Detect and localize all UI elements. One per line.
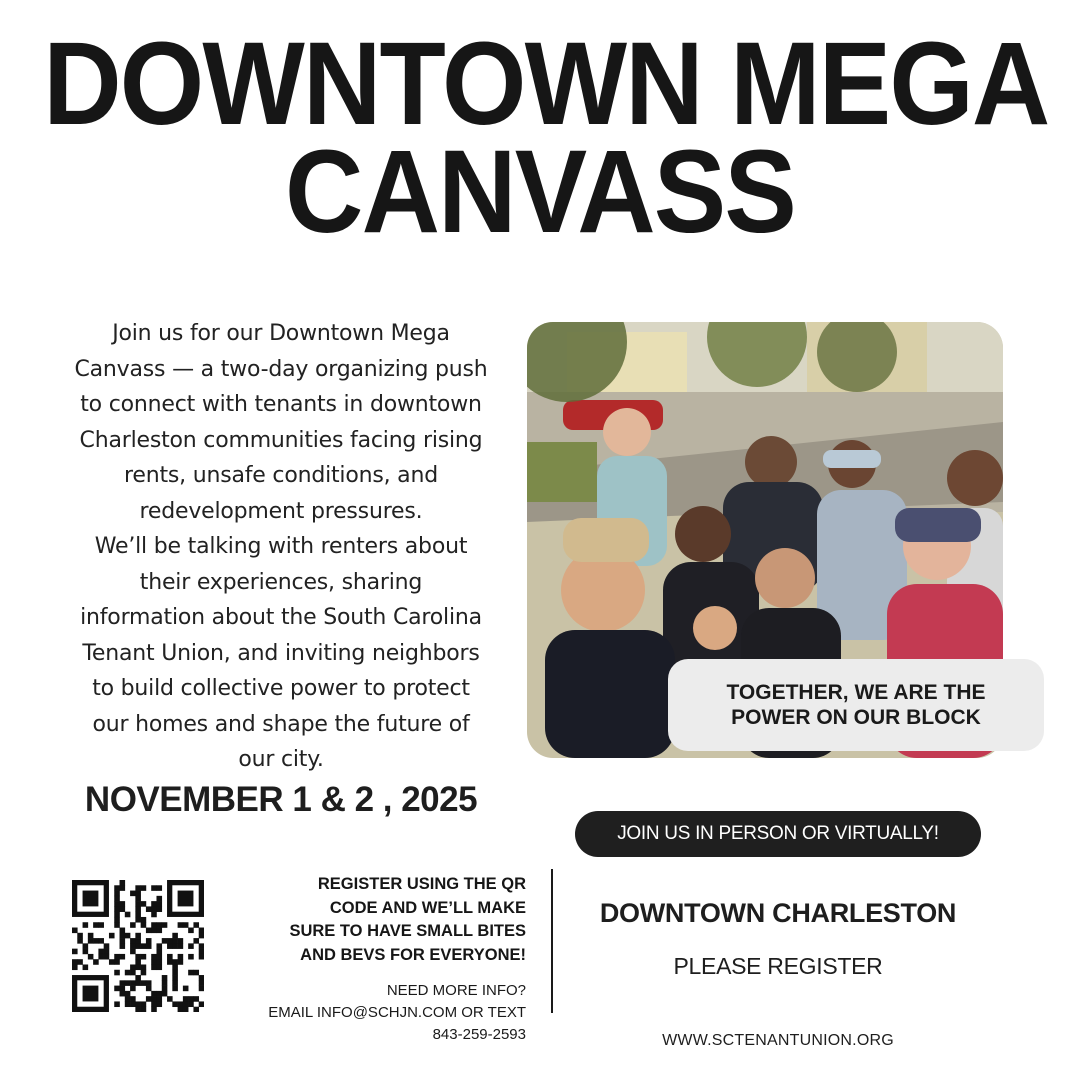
register-instructions (236, 873, 526, 967)
event-date: NOVEMBER 1 & 2 , 2025 (84, 780, 478, 819)
description-line: information about the South Carolina (80, 605, 482, 630)
event-location: DOWNTOWN CHARLESTON (599, 898, 957, 928)
description-line: Join us for our Downtown Mega (112, 321, 450, 346)
description-line: to connect with tenants in downtown (80, 392, 482, 417)
description-line: our homes and shape the future of (92, 711, 470, 737)
website-link[interactable]: WWW.SCTENANTUNION.ORG (662, 1032, 894, 1049)
description-line: their experiences, sharing (139, 569, 423, 595)
registration-qr-code[interactable] (72, 880, 204, 1012)
description-line: to build collective power to protect (92, 676, 470, 701)
description-line: rents, unsafe conditions, and (124, 463, 438, 488)
info-heading: NEED MORE INFO? (386, 982, 526, 999)
description-line: We’ll be talking with renters about (94, 534, 468, 559)
photo-caption (668, 659, 1044, 751)
event-title (43, 18, 1049, 258)
register-line: SURE TO HAVE SMALL BITES (289, 922, 526, 940)
contact-info (200, 980, 526, 1046)
event-description (50, 316, 512, 778)
photo-caption-line-1: TOGETHER, WE ARE THE (726, 681, 986, 704)
qr-code-graphic (72, 880, 204, 1012)
info-phone: 843-259-2593 (432, 1026, 526, 1043)
register-line: CODE AND WE’LL MAKE (329, 898, 526, 917)
description-line: redevelopment pressures. (139, 498, 423, 524)
register-line: AND BEVS FOR EVERYONE! (300, 945, 526, 964)
info-email: EMAIL INFO@SCHJN.COM OR TEXT (268, 1004, 526, 1021)
description-line: Charleston communities facing rising (79, 427, 483, 453)
description-line: our city. (238, 747, 324, 772)
vertical-divider (551, 869, 553, 1013)
event-title-line-2: CANVASS (285, 126, 795, 258)
description-line: Tenant Union, and inviting neighbors (82, 640, 480, 666)
join-banner: JOIN US IN PERSON OR VIRTUALLY! (575, 811, 981, 857)
please-register-text: PLEASE REGISTER (673, 953, 883, 979)
event-title-line-1: DOWNTOWN MEGA (43, 18, 1049, 150)
register-line: REGISTER USING THE QR (317, 875, 526, 893)
description-line: Canvass — a two-day organizing push (74, 356, 488, 382)
photo-caption-line-2: POWER ON OUR BLOCK (731, 706, 981, 729)
